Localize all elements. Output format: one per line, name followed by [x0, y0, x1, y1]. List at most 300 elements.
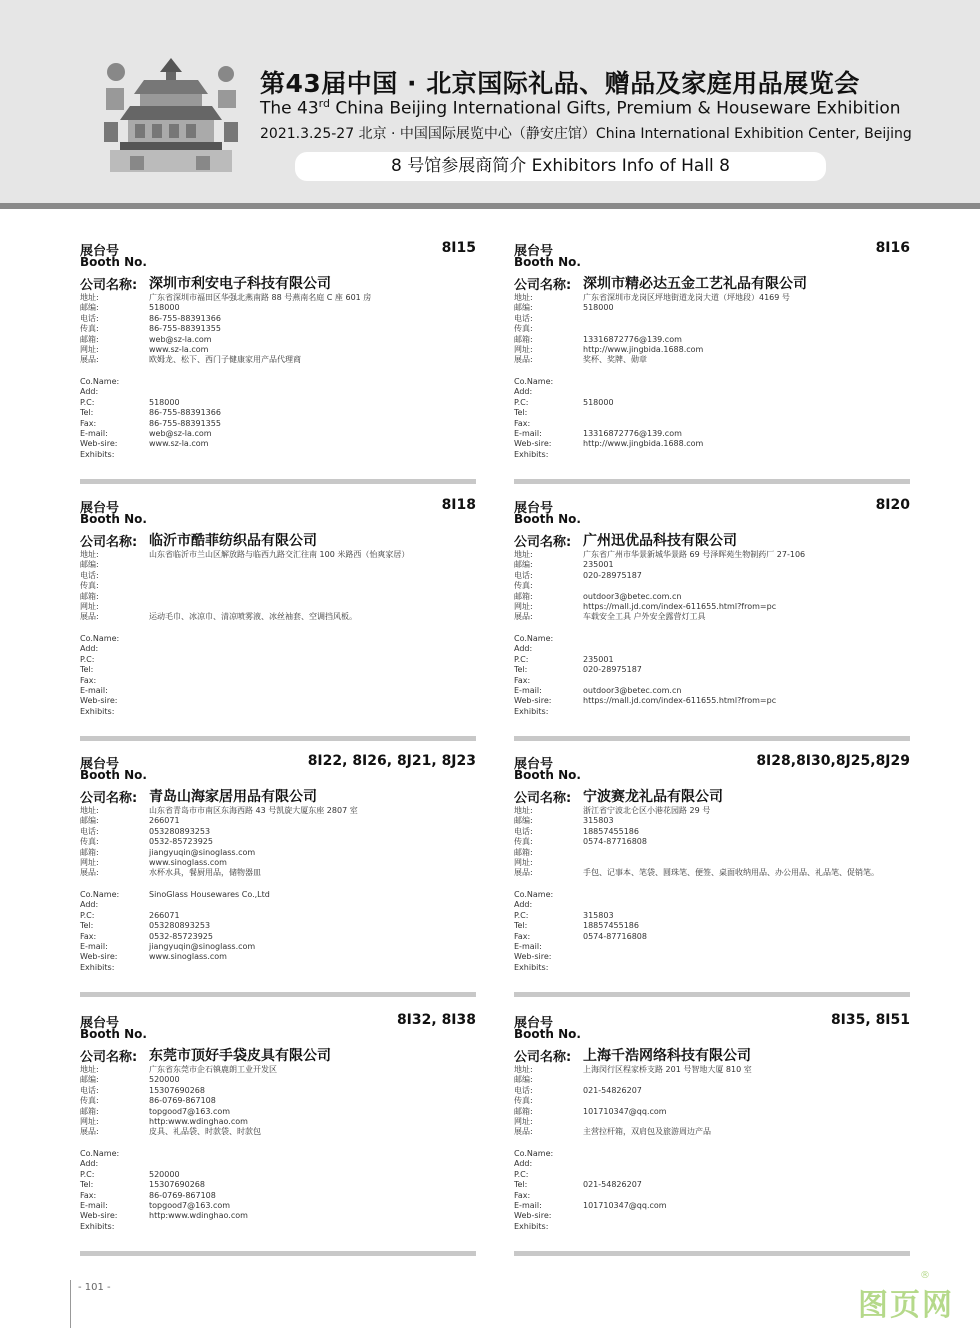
english-details: [80, 1149, 476, 1232]
english-details: [514, 634, 910, 717]
field-label: P.C:: [80, 654, 95, 664]
detail-row: [514, 848, 910, 858]
english-details: [80, 377, 476, 460]
detail-row: [514, 665, 910, 675]
field-label: 地址:: [80, 1065, 99, 1074]
detail-row: [80, 1096, 476, 1106]
field-label: 电话:: [514, 570, 533, 580]
field-value: 235001: [583, 654, 614, 664]
detail-row: [514, 345, 910, 355]
field-label: Fax:: [80, 931, 97, 941]
field-value: 518000: [583, 303, 614, 313]
company-name-label: 公司名称:: [80, 278, 138, 293]
field-label: Add:: [514, 387, 533, 397]
booth-label-en: Booth No.: [514, 1027, 581, 1041]
field-label: Co.Name:: [514, 377, 554, 386]
booth-number: 8I16: [875, 240, 910, 256]
field-label: Add:: [80, 1159, 99, 1169]
detail-row: [80, 696, 476, 706]
detail-row: [514, 581, 910, 591]
detail-row: [80, 1222, 476, 1232]
detail-row: [80, 419, 476, 429]
field-label: Co.Name:: [514, 1149, 554, 1158]
field-label: 展品:: [80, 868, 99, 878]
field-value: 520000: [149, 1169, 180, 1179]
field-value: 浙江省宁波北仑区小港花园路 29 号: [583, 806, 711, 815]
field-label: Web-sire:: [80, 952, 118, 962]
field-label: 地址:: [80, 293, 99, 302]
field-label: 电话:: [514, 1085, 533, 1095]
field-value: 86-755-88391355: [149, 418, 221, 428]
detail-row: [80, 827, 476, 837]
detail-row: [80, 1211, 476, 1221]
field-label: 展品:: [80, 1127, 99, 1137]
detail-row: [514, 696, 910, 706]
page-number: - 101 -: [78, 1282, 111, 1293]
company-name: 青岛山海家居用品有限公司: [149, 789, 317, 805]
field-value: 021-54826207: [583, 1085, 642, 1095]
field-value: 广东省广州市华景新城华景路 69 号泽晖苑生物制药厂 27-106: [583, 550, 806, 559]
field-label: E-mail:: [514, 941, 542, 951]
booth-label-cn: 展台号: [514, 244, 554, 259]
field-label: E-mail:: [80, 685, 108, 695]
detail-row: [80, 686, 476, 696]
field-label: 地址:: [514, 293, 533, 302]
detail-row: [514, 335, 910, 345]
field-value: 86-0769-867108: [149, 1096, 216, 1106]
field-value: 山东省临沂市兰山区解放路与临西九路交汇往南 100 米路西（怡爽家居）: [149, 550, 410, 559]
detail-row: [80, 550, 476, 560]
booth-label-cn: 展台号: [80, 757, 120, 772]
company-name-label: 公司名称:: [80, 1050, 138, 1065]
field-label: 传真:: [80, 581, 99, 591]
detail-row: [80, 335, 476, 345]
field-label: Add:: [514, 644, 533, 654]
field-label: Fax:: [514, 675, 531, 685]
detail-row: [80, 560, 476, 570]
field-value: 18857455186: [583, 921, 639, 931]
field-label: 网址:: [80, 344, 99, 354]
detail-row: [514, 1211, 910, 1221]
field-label: Tel:: [514, 665, 528, 675]
detail-row: [514, 890, 910, 900]
detail-row: [80, 1107, 476, 1117]
field-value: 广东省东莞市企石镇鹿朗工业开发区: [149, 1065, 277, 1074]
field-value: 广东省深圳市龙岗区坪地街道龙岗大道（坪地段）4169 号: [583, 293, 790, 302]
page-header: [0, 0, 980, 203]
field-label: 网址:: [80, 1116, 99, 1126]
field-label: 传真:: [80, 324, 99, 334]
field-value: 0532-85723925: [149, 837, 213, 847]
field-value: jiangyuqin@sinoglass.com: [149, 847, 256, 857]
field-label: 展品:: [514, 612, 533, 622]
field-label: Web-sire:: [514, 1211, 552, 1221]
booth-number: 8I18: [441, 497, 476, 513]
field-label: 电话:: [80, 570, 99, 580]
field-label: 传真:: [514, 581, 533, 591]
detail-row: [80, 900, 476, 910]
field-label: Web-sire:: [514, 696, 552, 706]
booth-number: 8I32, 8I38: [396, 1012, 476, 1028]
field-label: 邮编:: [514, 560, 533, 570]
detail-row: [80, 314, 476, 324]
detail-row: [514, 408, 910, 418]
company-name-label: 公司名称:: [80, 791, 138, 806]
detail-row: [80, 429, 476, 439]
detail-row: [514, 439, 910, 449]
detail-row: [80, 676, 476, 686]
detail-row: [80, 1127, 476, 1137]
field-value: 广东省深圳市福田区华强北燕南路 88 号燕南名庭 C 座 601 房: [149, 293, 372, 302]
field-value: 水杯水具，餐厨用品，储物器皿: [149, 868, 261, 878]
field-label: 邮箱:: [80, 334, 99, 344]
booth-label-cn: 展台号: [80, 244, 120, 259]
detail-row: [514, 827, 910, 837]
field-label: Tel:: [80, 408, 94, 418]
field-value: 053280893253: [149, 921, 211, 931]
booth-number: 8I22, 8I26, 8J21, 8J23: [307, 753, 476, 769]
field-label: Add:: [80, 644, 99, 654]
detail-row: [80, 848, 476, 858]
field-label: Web-sire:: [80, 439, 118, 449]
field-label: 展品:: [514, 1127, 533, 1137]
field-value: 518000: [149, 397, 180, 407]
detail-row: [514, 952, 910, 962]
detail-row: [514, 303, 910, 313]
field-label: 地址:: [80, 550, 99, 559]
field-label: Co.Name:: [80, 377, 120, 386]
exhibition-title-cn: 第43届中国 · 北京国际礼品、赠品及家庭用品展览会: [260, 69, 860, 98]
header-divider: [0, 203, 980, 209]
detail-row: [514, 1191, 910, 1201]
field-label: 电话:: [80, 826, 99, 836]
field-label: 地址:: [514, 1065, 533, 1074]
detail-row: [80, 377, 476, 387]
detail-row: [514, 1086, 910, 1096]
field-value: http://www.jingbida.1688.com: [583, 439, 704, 449]
detail-row: [514, 377, 910, 387]
field-label: 地址:: [80, 806, 99, 815]
card-divider: [80, 992, 476, 997]
field-label: 邮编:: [80, 303, 99, 313]
detail-row: [514, 450, 910, 460]
detail-row: [514, 1096, 910, 1106]
detail-row: [514, 1159, 910, 1169]
exhibition-date-venue: 2021.3.25-27 北京 · 中国国际展览中心（静安庄馆）China International Exhibition Center, Beijing: [260, 126, 912, 142]
detail-row: [80, 634, 476, 644]
field-label: P.C:: [514, 397, 529, 407]
field-value: 车载安全工具 户外安全露营灯工具: [583, 612, 706, 622]
detail-row: [514, 602, 910, 612]
field-label: Web-sire:: [80, 1211, 118, 1221]
booth-label-cn: 展台号: [514, 1016, 554, 1031]
detail-row: [80, 1180, 476, 1190]
field-label: 网址:: [514, 601, 533, 611]
field-label: 邮箱:: [514, 847, 533, 857]
booth-label-en: Booth No.: [514, 512, 581, 526]
detail-row: [514, 1075, 910, 1085]
card-divider: [514, 736, 910, 741]
field-value: 13316872776@139.com: [583, 334, 682, 344]
field-label: 邮箱:: [80, 591, 99, 601]
field-label: Exhibits:: [514, 706, 549, 716]
field-label: 传真:: [80, 1096, 99, 1106]
field-label: Exhibits:: [514, 962, 549, 972]
field-value: 520000: [149, 1075, 180, 1085]
company-name: 临沂市酷菲纺织品有限公司: [149, 533, 317, 549]
detail-row: [514, 634, 910, 644]
field-label: Fax:: [514, 1190, 531, 1200]
detail-row: [80, 571, 476, 581]
field-label: 传真:: [514, 837, 533, 847]
field-label: P.C:: [80, 397, 95, 407]
detail-row: [514, 571, 910, 581]
field-label: P.C:: [514, 654, 529, 664]
detail-row: [80, 1117, 476, 1127]
card-divider: [514, 479, 910, 484]
field-label: Add:: [514, 900, 533, 910]
field-label: Add:: [514, 1159, 533, 1169]
field-value: outdoor3@betec.com.cn: [583, 685, 682, 695]
detail-row: [514, 324, 910, 334]
field-value: 86-755-88391366: [149, 313, 221, 323]
field-label: Co.Name:: [80, 634, 120, 643]
detail-row: [514, 419, 910, 429]
detail-row: [80, 942, 476, 952]
detail-row: [514, 707, 910, 717]
field-label: Exhibits:: [514, 1221, 549, 1231]
field-value: 山东省青岛市市南区东海西路 43 号凯旋大厦东座 2807 室: [149, 806, 358, 815]
detail-row: [514, 592, 910, 602]
detail-row: [80, 921, 476, 931]
field-label: E-mail:: [80, 941, 108, 951]
field-label: Web-sire:: [80, 696, 118, 706]
detail-row: [80, 1159, 476, 1169]
detail-row: [514, 1065, 910, 1075]
detail-row: [80, 303, 476, 313]
field-value: 86-0769-867108: [149, 1190, 216, 1200]
field-value: www.sz-la.com: [149, 439, 209, 449]
detail-row: [514, 429, 910, 439]
detail-row: [514, 963, 910, 973]
detail-row: [514, 911, 910, 921]
company-name-label: 公司名称:: [514, 1050, 572, 1065]
field-value: 021-54826207: [583, 1180, 642, 1190]
booth-label-en: Booth No.: [514, 768, 581, 782]
detail-row: [80, 387, 476, 397]
field-label: Co.Name:: [80, 1149, 120, 1158]
card-divider: [514, 1251, 910, 1256]
field-label: 地址:: [514, 806, 533, 815]
detail-row: [514, 1222, 910, 1232]
field-label: 传真:: [514, 1096, 533, 1106]
detail-row: [514, 676, 910, 686]
detail-row: [80, 408, 476, 418]
company-name: 深圳市利安电子科技有限公司: [149, 276, 331, 292]
field-label: 电话:: [80, 1085, 99, 1095]
detail-row: [80, 858, 476, 868]
company-name-label: 公司名称:: [80, 535, 138, 550]
field-value: 奖杯、奖牌、勋章: [583, 355, 647, 365]
field-value: www.sinoglass.com: [149, 857, 227, 867]
field-value: 手包、记事本、笔袋、圆珠笔、便签、桌面收纳用品、办公用品、礼品笔、促销笔。: [583, 868, 879, 878]
detail-row: [80, 602, 476, 612]
booth-label-cn: 展台号: [514, 757, 554, 772]
detail-row: [514, 655, 910, 665]
field-label: Exhibits:: [80, 962, 115, 972]
exhibition-logo: [100, 52, 242, 177]
card-divider: [80, 736, 476, 741]
booth-number: 8I15: [441, 240, 476, 256]
chinese-details: [80, 293, 476, 366]
detail-row: [80, 324, 476, 334]
detail-row: [80, 644, 476, 654]
field-label: Add:: [80, 387, 99, 397]
field-value: topgood7@163.com: [149, 1200, 231, 1210]
field-value: 235001: [583, 560, 614, 570]
watermark-registered-mark: ®: [920, 1270, 930, 1281]
chinese-details: [80, 1065, 476, 1138]
field-label: 邮箱:: [80, 1106, 99, 1116]
field-label: E-mail:: [80, 428, 108, 438]
detail-row: [514, 816, 910, 826]
booth-number: 8I35, 8I51: [830, 1012, 910, 1028]
field-value: 上海闵行区程家桥支路 201 号智地大厦 810 室: [583, 1065, 752, 1074]
card-divider: [80, 1251, 476, 1256]
company-name-label: 公司名称:: [514, 535, 572, 550]
field-label: 传真:: [514, 324, 533, 334]
detail-row: [514, 1149, 910, 1159]
detail-row: [80, 592, 476, 602]
detail-row: [514, 560, 910, 570]
detail-row: [80, 1149, 476, 1159]
detail-row: [514, 612, 910, 622]
detail-row: [80, 707, 476, 717]
field-value: 020-28975187: [583, 665, 642, 675]
field-label: 邮编:: [514, 1075, 533, 1085]
detail-row: [514, 806, 910, 816]
company-name: 东莞市顶好手袋皮具有限公司: [149, 1048, 331, 1064]
field-label: 展品:: [514, 868, 533, 878]
detail-row: [80, 963, 476, 973]
detail-row: [80, 345, 476, 355]
exhibitor-card: [514, 497, 910, 741]
detail-row: [80, 612, 476, 622]
field-label: Add:: [80, 900, 99, 910]
detail-row: [514, 1127, 910, 1137]
field-label: 邮编:: [80, 1075, 99, 1085]
field-label: Tel:: [80, 665, 94, 675]
booth-label-cn: 展台号: [80, 1016, 120, 1031]
booth-label-en: Booth No.: [80, 1027, 147, 1041]
detail-row: [514, 932, 910, 942]
field-value: 主营拉杆箱，双肩包及旅游周边产品: [583, 1127, 711, 1137]
field-label: E-mail:: [514, 428, 542, 438]
detail-row: [80, 655, 476, 665]
exhibitor-card: [514, 240, 910, 484]
field-label: Fax:: [80, 418, 97, 428]
booth-label-en: Booth No.: [80, 512, 147, 526]
field-label: 邮编:: [514, 303, 533, 313]
detail-row: [80, 890, 476, 900]
exhibitor-card: [80, 497, 476, 741]
field-label: Co.Name:: [514, 890, 554, 899]
field-label: Tel:: [514, 921, 528, 931]
footer-rule: [70, 1280, 71, 1328]
detail-row: [514, 1180, 910, 1190]
english-details: [80, 634, 476, 717]
field-value: https://mall.jd.com/index-611655.html?from=pc: [583, 601, 777, 611]
detail-row: [514, 1107, 910, 1117]
chinese-details: [514, 550, 910, 623]
english-details: [514, 377, 910, 460]
company-name: 深圳市精必达五金工艺礼品有限公司: [583, 276, 807, 292]
field-value: 053280893253: [149, 826, 211, 836]
field-label: 网址:: [80, 857, 99, 867]
detail-row: [80, 1170, 476, 1180]
detail-row: [80, 665, 476, 675]
field-value: topgood7@163.com: [149, 1106, 231, 1116]
company-name-label: 公司名称:: [514, 278, 572, 293]
field-label: 邮编:: [80, 560, 99, 570]
field-label: Tel:: [514, 1180, 528, 1190]
field-label: E-mail:: [514, 685, 542, 695]
field-label: Exhibits:: [80, 706, 115, 716]
field-label: 邮编:: [80, 816, 99, 826]
field-label: 邮箱:: [80, 847, 99, 857]
detail-row: [80, 816, 476, 826]
field-value: 518000: [583, 397, 614, 407]
field-label: Web-sire:: [514, 439, 552, 449]
exhibition-title-en: The 43rd China Beijing International Gifts, Premium & Houseware Exhibition: [260, 97, 901, 119]
detail-row: [514, 550, 910, 560]
field-value: http:www.wdinghao.com: [149, 1116, 248, 1126]
field-label: Exhibits:: [80, 1221, 115, 1231]
detail-row: [514, 355, 910, 365]
detail-row: [514, 644, 910, 654]
field-label: 网址:: [80, 601, 99, 611]
field-value: http://www.jingbida.1688.com: [583, 344, 704, 354]
detail-row: [514, 293, 910, 303]
field-value: 266071: [149, 816, 180, 826]
field-label: Fax:: [514, 418, 531, 428]
field-label: 邮箱:: [514, 334, 533, 344]
detail-row: [80, 439, 476, 449]
detail-row: [514, 1117, 910, 1127]
exhibitor-card: [514, 1012, 910, 1256]
booth-label-cn: 展台号: [80, 501, 120, 516]
field-label: 电话:: [514, 826, 533, 836]
field-value: 101710347@qq.com: [583, 1200, 667, 1210]
booth-label-en: Booth No.: [80, 255, 147, 269]
hall-title: 8 号馆参展商简介 Exhibitors Info of Hall 8: [295, 152, 826, 181]
field-label: 展品:: [80, 355, 99, 365]
field-value: 020-28975187: [583, 570, 642, 580]
chinese-details: [80, 550, 476, 623]
field-label: 邮箱:: [514, 591, 533, 601]
field-label: 邮编:: [514, 816, 533, 826]
field-label: E-mail:: [514, 1200, 542, 1210]
exhibitor-card: [80, 240, 476, 484]
field-label: Tel:: [80, 921, 94, 931]
field-value: 86-755-88391366: [149, 408, 221, 418]
english-details: [80, 890, 476, 973]
field-label: Co.Name:: [514, 634, 554, 643]
detail-row: [514, 387, 910, 397]
detail-row: [80, 911, 476, 921]
field-label: 网址:: [514, 857, 533, 867]
field-label: P.C:: [514, 1169, 529, 1179]
